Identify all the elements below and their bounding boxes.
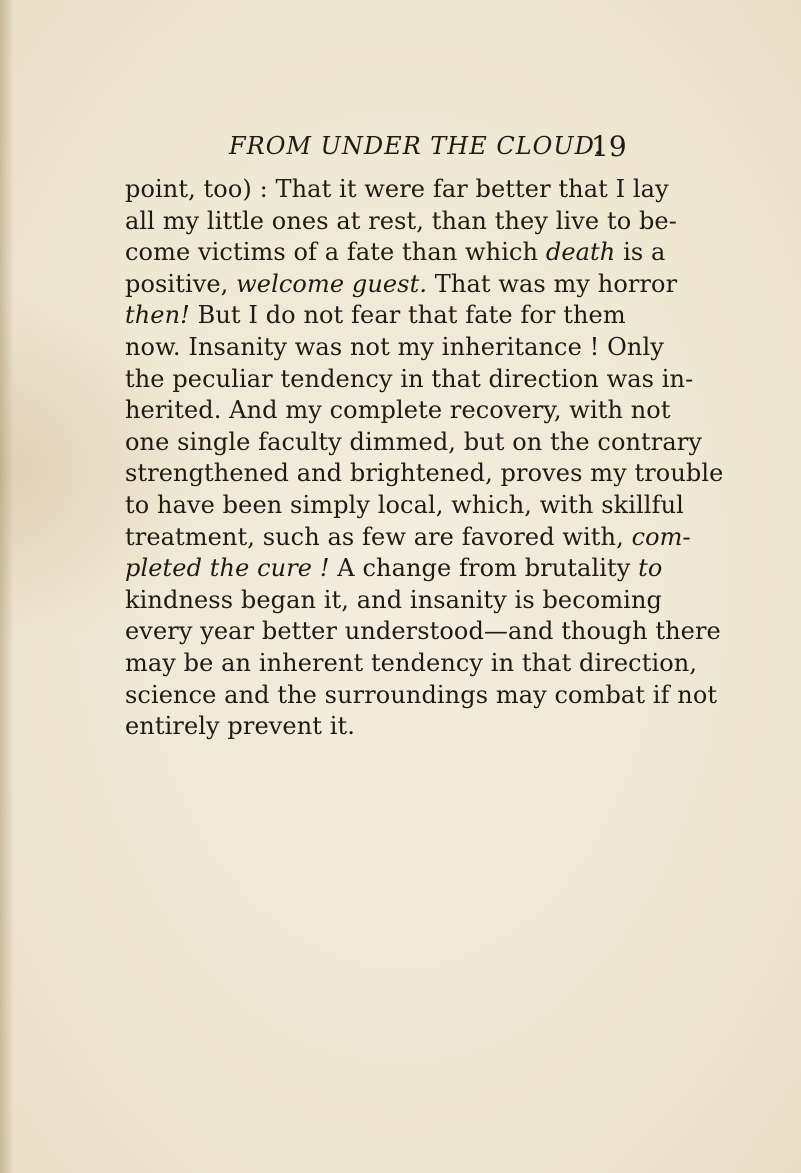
italic-text: to: [638, 554, 663, 583]
text-segment: the peculiar tendency in that direction was in-: [125, 364, 694, 393]
text-segment: positive,: [125, 269, 237, 298]
text-line: [125, 680, 718, 712]
text-segment: point, too) : That it were far better that I lay: [125, 175, 669, 203]
italic-text: then!: [125, 301, 190, 330]
text-segment: That was my horror: [427, 269, 678, 298]
text-line: [125, 237, 666, 269]
text-line: [125, 458, 724, 490]
text-segment: may be an inherent tendency in that direction,: [125, 648, 698, 677]
text-segment: all my little ones at rest, than they live to be-: [125, 206, 677, 235]
text-line: [125, 174, 669, 206]
text-segment: is a: [615, 238, 666, 267]
text-segment: But I do not fear that fate for them: [189, 301, 626, 330]
text-segment: one single faculty dimmed, but on the contrary: [125, 427, 703, 456]
text-line: [125, 585, 662, 617]
text-line: [125, 616, 721, 648]
text-segment: to have been simply local, which, with skillful: [125, 490, 684, 519]
text-line: [125, 300, 625, 332]
text-line: [125, 332, 664, 364]
page-number: 19: [591, 130, 627, 163]
text-segment: kindness began it, and insanity is becoming: [125, 585, 662, 614]
text-segment: come victims of a fate than which: [125, 238, 546, 267]
text-line: [125, 553, 663, 585]
text-segment: now. Insanity was not my inheritance ! Only: [125, 332, 664, 361]
text-segment: herited. And my complete recovery, with not: [125, 396, 671, 425]
text-line: [125, 522, 691, 554]
page-edge-shadow: [0, 0, 14, 1173]
text-segment: science and the surroundings may combat if not: [125, 680, 718, 709]
text-segment: every year better understood—and though there: [125, 617, 721, 646]
italic-text: pleted the cure !: [125, 554, 330, 583]
text-line: [125, 427, 703, 459]
italic-text: com-: [631, 522, 691, 551]
body-text: [125, 174, 724, 743]
text-line: [125, 206, 677, 238]
running-head: [0, 132, 801, 172]
italic-text: death: [545, 238, 616, 267]
text-line: [125, 364, 694, 396]
text-line: [125, 711, 625, 743]
text-line: [125, 269, 678, 301]
text-segment: entirely prevent it.: [125, 712, 355, 741]
text-line: [125, 648, 698, 680]
running-head-title: FROM UNDER THE CLOUD.: [229, 132, 603, 160]
text-segment: A change from brutality: [329, 554, 639, 583]
text-line: [125, 395, 671, 427]
text-segment: treatment, such as few are favored with,: [125, 522, 632, 551]
text-line: [125, 490, 684, 522]
text-segment: strengthened and brightened, proves my trouble: [125, 459, 724, 488]
italic-text: welcome guest.: [236, 269, 428, 298]
